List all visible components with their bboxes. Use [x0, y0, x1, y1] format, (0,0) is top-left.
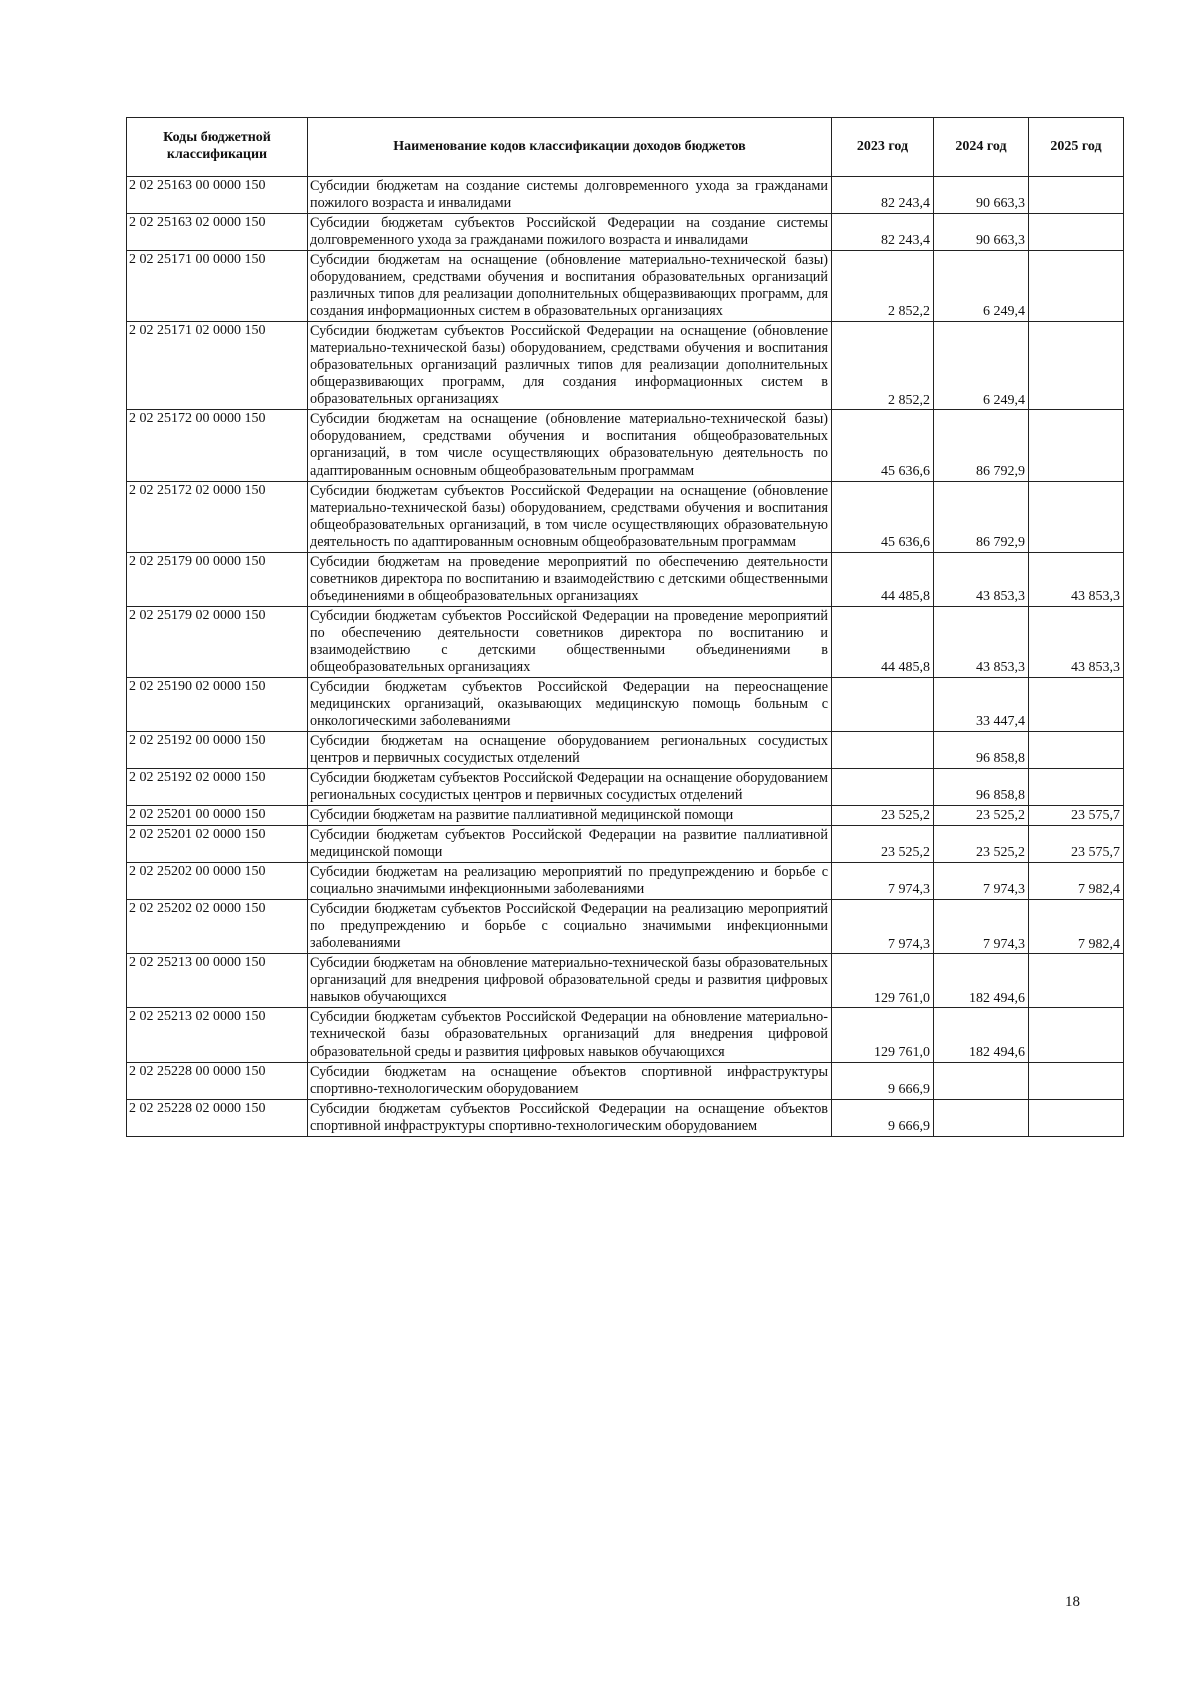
table-row: [127, 322, 1124, 410]
name-cell: Субсидии бюджетам субъектов Российской Федерации на обновление материально-технической базы образовательных организаций для внедрения цифровой образовательной среды и развития цифровых навыков обучающихся: [308, 1008, 832, 1062]
value-2023-cell: 129 761,0: [832, 954, 934, 1008]
value-2025-cell: [1029, 1062, 1124, 1099]
value-2025-cell: [1029, 1099, 1124, 1136]
value-2024-cell: 86 792,9: [934, 410, 1029, 481]
table-row: [127, 900, 1124, 954]
value-2023-cell: 44 485,8: [832, 606, 934, 677]
value-2024-cell: 33 447,4: [934, 677, 1029, 731]
name-cell: Субсидии бюджетам на оснащение оборудованием региональных сосудистых центров и первичных сосудистых отделений: [308, 731, 832, 768]
table-body: [127, 177, 1124, 1137]
code-cell: 2 02 25202 02 0000 150: [127, 900, 308, 954]
header-code: Коды бюджетной классификации: [127, 118, 308, 177]
code-cell: 2 02 25192 02 0000 150: [127, 769, 308, 806]
value-2024-cell: 23 525,2: [934, 806, 1029, 826]
value-2023-cell: 7 974,3: [832, 863, 934, 900]
table-row: [127, 1008, 1124, 1062]
value-2023-cell: 23 525,2: [832, 826, 934, 863]
value-2024-cell: 182 494,6: [934, 1008, 1029, 1062]
code-cell: 2 02 25201 02 0000 150: [127, 826, 308, 863]
budget-classification-table: [126, 117, 1124, 1137]
name-cell: Субсидии бюджетам субъектов Российской Федерации на проведение мероприятий по обеспечению деятельности советников директора по воспитанию и взаимодействию с детскими общественными объединениями в общеобразовательных организациях: [308, 606, 832, 677]
header-2023: 2023 год: [832, 118, 934, 177]
table-row: [127, 481, 1124, 552]
header-name: Наименование кодов классификации доходов бюджетов: [308, 118, 832, 177]
code-cell: 2 02 25190 02 0000 150: [127, 677, 308, 731]
value-2025-cell: 7 982,4: [1029, 900, 1124, 954]
value-2024-cell: 6 249,4: [934, 322, 1029, 410]
value-2025-cell: [1029, 677, 1124, 731]
table-row: [127, 214, 1124, 251]
value-2023-cell: [832, 677, 934, 731]
name-cell: Субсидии бюджетам субъектов Российской Федерации на реализацию мероприятий по предупреждению и борьбе с социально значимыми инфекционными заболеваниями: [308, 900, 832, 954]
value-2024-cell: 96 858,8: [934, 769, 1029, 806]
value-2024-cell: 7 974,3: [934, 900, 1029, 954]
table-header-row: [127, 118, 1124, 177]
code-cell: 2 02 25171 02 0000 150: [127, 322, 308, 410]
code-cell: 2 02 25179 02 0000 150: [127, 606, 308, 677]
value-2025-cell: [1029, 251, 1124, 322]
value-2024-cell: 182 494,6: [934, 954, 1029, 1008]
value-2023-cell: [832, 731, 934, 768]
table-row: [127, 806, 1124, 826]
value-2025-cell: 43 853,3: [1029, 606, 1124, 677]
code-cell: 2 02 25172 00 0000 150: [127, 410, 308, 481]
value-2024-cell: 96 858,8: [934, 731, 1029, 768]
value-2025-cell: [1029, 214, 1124, 251]
name-cell: Субсидии бюджетам субъектов Российской Федерации на переоснащение медицинских организаций, оказывающих медицинскую помощь больным с онкологическими заболеваниями: [308, 677, 832, 731]
code-cell: 2 02 25163 02 0000 150: [127, 214, 308, 251]
table-row: [127, 954, 1124, 1008]
name-cell: Субсидии бюджетам субъектов Российской Федерации на оснащение оборудованием региональных сосудистых центров и первичных сосудистых отделений: [308, 769, 832, 806]
value-2025-cell: [1029, 954, 1124, 1008]
value-2024-cell: 7 974,3: [934, 863, 1029, 900]
value-2023-cell: 82 243,4: [832, 214, 934, 251]
name-cell: Субсидии бюджетам на оснащение (обновление материально-технической базы) оборудованием, средствами обучения и воспитания образовательных организаций различных типов для реализации дополнительных общеразвивающих программ, для создания информационных систем в образовательных организациях: [308, 251, 832, 322]
name-cell: Субсидии бюджетам на оснащение (обновление материально-технической базы) оборудованием, средствами обучения и воспитания общеобразовательных организаций, в том числе осуществляющих образовательную деятельность по адаптированным основным общеобразовательным программам: [308, 410, 832, 481]
value-2023-cell: 2 852,2: [832, 251, 934, 322]
code-cell: 2 02 25171 00 0000 150: [127, 251, 308, 322]
value-2024-cell: [934, 1062, 1029, 1099]
code-cell: 2 02 25213 00 0000 150: [127, 954, 308, 1008]
table-row: [127, 177, 1124, 214]
table-row: [127, 251, 1124, 322]
value-2025-cell: [1029, 1008, 1124, 1062]
value-2023-cell: 129 761,0: [832, 1008, 934, 1062]
table-row: [127, 1062, 1124, 1099]
header-2025: 2025 год: [1029, 118, 1124, 177]
name-cell: Субсидии бюджетам субъектов Российской Федерации на создание системы долговременного ухода за гражданами пожилого возраста и инвалидами: [308, 214, 832, 251]
value-2023-cell: 44 485,8: [832, 552, 934, 606]
value-2025-cell: [1029, 177, 1124, 214]
name-cell: Субсидии бюджетам на создание системы долговременного ухода за гражданами пожилого возраста и инвалидами: [308, 177, 832, 214]
value-2023-cell: [832, 769, 934, 806]
value-2023-cell: 7 974,3: [832, 900, 934, 954]
table-row: [127, 1099, 1124, 1136]
table-row: [127, 677, 1124, 731]
value-2025-cell: 43 853,3: [1029, 552, 1124, 606]
table-row: [127, 552, 1124, 606]
header-2024: 2024 год: [934, 118, 1029, 177]
table-row: [127, 410, 1124, 481]
code-cell: 2 02 25201 00 0000 150: [127, 806, 308, 826]
value-2024-cell: 90 663,3: [934, 177, 1029, 214]
name-cell: Субсидии бюджетам субъектов Российской Федерации на оснащение объектов спортивной инфраструктуры спортивно-технологическим оборудованием: [308, 1099, 832, 1136]
name-cell: Субсидии бюджетам субъектов Российской Федерации на развитие паллиативной медицинской помощи: [308, 826, 832, 863]
name-cell: Субсидии бюджетам субъектов Российской Федерации на оснащение (обновление материально-технической базы) оборудованием, средствами обучения и воспитания образовательных организаций различных типов для реализации дополнительных общеразвивающих программ, для создания информационных систем в образовательных организациях: [308, 322, 832, 410]
value-2023-cell: 45 636,6: [832, 410, 934, 481]
name-cell: Субсидии бюджетам субъектов Российской Федерации на оснащение (обновление материально-технической базы) оборудованием, средствами обучения и воспитания общеобразовательных организаций, в том числе осуществляющих образовательную деятельность по адаптированным основным общеобразовательным программам: [308, 481, 832, 552]
code-cell: 2 02 25172 02 0000 150: [127, 481, 308, 552]
code-cell: 2 02 25192 00 0000 150: [127, 731, 308, 768]
value-2025-cell: [1029, 410, 1124, 481]
table-row: [127, 769, 1124, 806]
value-2024-cell: 90 663,3: [934, 214, 1029, 251]
value-2023-cell: 9 666,9: [832, 1062, 934, 1099]
value-2023-cell: 23 525,2: [832, 806, 934, 826]
value-2025-cell: [1029, 481, 1124, 552]
value-2025-cell: [1029, 731, 1124, 768]
name-cell: Субсидии бюджетам на реализацию мероприятий по предупреждению и борьбе с социально значимыми инфекционными заболеваниями: [308, 863, 832, 900]
value-2025-cell: 7 982,4: [1029, 863, 1124, 900]
code-cell: 2 02 25163 00 0000 150: [127, 177, 308, 214]
name-cell: Субсидии бюджетам на оснащение объектов спортивной инфраструктуры спортивно-технологическим оборудованием: [308, 1062, 832, 1099]
name-cell: Субсидии бюджетам на проведение мероприятий по обеспечению деятельности советников директора по воспитанию и взаимодействию с детскими общественными объединениями в общеобразовательных организациях: [308, 552, 832, 606]
value-2023-cell: 9 666,9: [832, 1099, 934, 1136]
code-cell: 2 02 25213 02 0000 150: [127, 1008, 308, 1062]
code-cell: 2 02 25202 00 0000 150: [127, 863, 308, 900]
value-2025-cell: 23 575,7: [1029, 806, 1124, 826]
value-2024-cell: [934, 1099, 1029, 1136]
value-2023-cell: 82 243,4: [832, 177, 934, 214]
value-2025-cell: [1029, 769, 1124, 806]
page-number: 18: [1065, 1594, 1080, 1610]
name-cell: Субсидии бюджетам на развитие паллиативной медицинской помощи: [308, 806, 832, 826]
value-2024-cell: 43 853,3: [934, 552, 1029, 606]
code-cell: 2 02 25228 02 0000 150: [127, 1099, 308, 1136]
value-2025-cell: 23 575,7: [1029, 826, 1124, 863]
value-2023-cell: 45 636,6: [832, 481, 934, 552]
table-row: [127, 731, 1124, 768]
table-row: [127, 606, 1124, 677]
table-row: [127, 863, 1124, 900]
value-2024-cell: 23 525,2: [934, 826, 1029, 863]
value-2024-cell: 43 853,3: [934, 606, 1029, 677]
code-cell: 2 02 25228 00 0000 150: [127, 1062, 308, 1099]
name-cell: Субсидии бюджетам на обновление материально-технической базы образовательных организаций для внедрения цифровой образовательной среды и развития цифровых навыков обучающихся: [308, 954, 832, 1008]
value-2024-cell: 6 249,4: [934, 251, 1029, 322]
value-2025-cell: [1029, 322, 1124, 410]
code-cell: 2 02 25179 00 0000 150: [127, 552, 308, 606]
table-row: [127, 826, 1124, 863]
value-2023-cell: 2 852,2: [832, 322, 934, 410]
value-2024-cell: 86 792,9: [934, 481, 1029, 552]
